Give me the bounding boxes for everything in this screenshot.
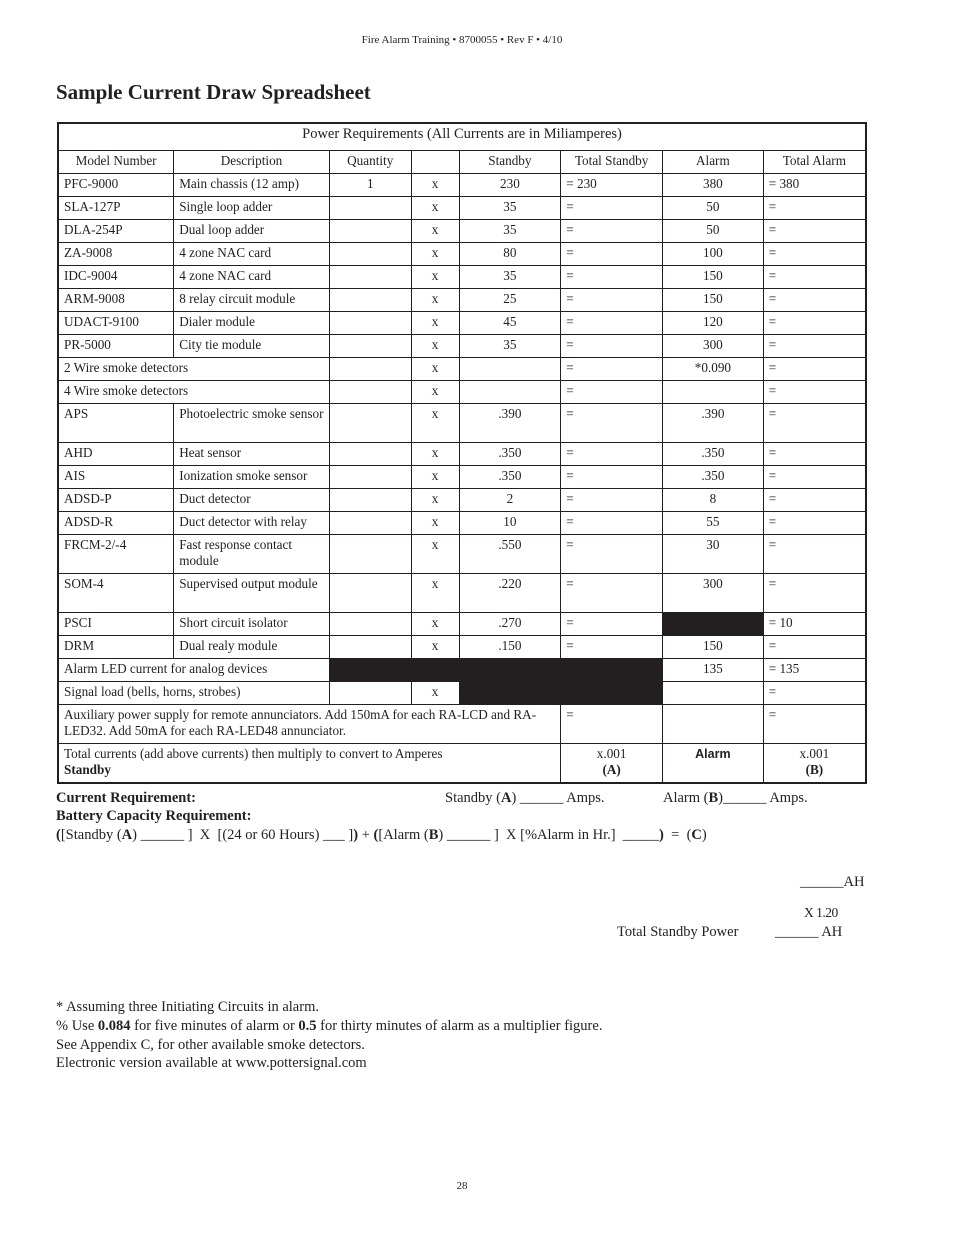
table-row bbox=[58, 466, 866, 489]
total-standby-power-label: Total Standby Power bbox=[617, 924, 739, 940]
total-alarm-cell[interactable]: = bbox=[763, 636, 866, 659]
model-cell: ARM-9008 bbox=[58, 289, 174, 312]
text: Standby ( bbox=[445, 790, 501, 806]
table-caption: Power Requirements (All Currents are in Miliamperes) bbox=[58, 123, 866, 151]
total-alarm-cell[interactable]: = 135 bbox=[763, 659, 866, 682]
running-header: Fire Alarm Training • 8700055 • Rev F • 4/10 bbox=[361, 34, 563, 46]
total-alarm-cell[interactable]: = bbox=[763, 312, 866, 335]
desc-cell: Duct detector with relay bbox=[174, 512, 330, 535]
total-alarm-cell[interactable]: = bbox=[763, 574, 866, 613]
total-alarm-cell[interactable]: = bbox=[763, 682, 866, 705]
standby-cell: 2 bbox=[459, 489, 561, 512]
standby-multiplier bbox=[561, 744, 663, 784]
battery-formula bbox=[56, 827, 707, 844]
col-header: Quantity bbox=[329, 151, 411, 174]
table-row bbox=[58, 682, 866, 705]
times-cell: x bbox=[411, 489, 459, 512]
header-row bbox=[58, 151, 866, 174]
times-cell: x bbox=[411, 574, 459, 613]
alarm-cell: 150 bbox=[663, 289, 764, 312]
times-cell: x bbox=[411, 289, 459, 312]
times-cell: x bbox=[411, 174, 459, 197]
f: ) ______ ] X [%Alarm in Hr.] _____ bbox=[438, 827, 660, 843]
desc-cell: Dual realy module bbox=[174, 636, 330, 659]
table-row bbox=[58, 197, 866, 220]
quantity-cell[interactable] bbox=[329, 197, 411, 220]
times-cell: x bbox=[411, 335, 459, 358]
totals-label bbox=[58, 744, 561, 784]
total-standby-cell[interactable]: = bbox=[561, 636, 663, 659]
label-cell: Auxiliary power supply for remote annunciators. Add 150mA for each RA-LCD and RA-LED32. Add 50mA for each RA-LED48 annunciator. bbox=[58, 705, 561, 744]
desc-cell: Fast response contact module bbox=[174, 535, 330, 574]
alarm-cell: 30 bbox=[663, 535, 764, 574]
quantity-cell[interactable] bbox=[329, 381, 411, 404]
standby-cell: 35 bbox=[459, 266, 561, 289]
alarm-amps bbox=[663, 790, 808, 807]
t: % Use bbox=[56, 1018, 98, 1034]
times-cell: x bbox=[411, 466, 459, 489]
times-cell: x bbox=[411, 358, 459, 381]
model-cell: SOM-4 bbox=[58, 574, 174, 613]
desc-cell: Ionization smoke sensor bbox=[174, 466, 330, 489]
model-cell: PR-5000 bbox=[58, 335, 174, 358]
total-alarm-cell[interactable]: = bbox=[763, 335, 866, 358]
desc-cell: Dual loop adder bbox=[174, 220, 330, 243]
standby-cell: .390 bbox=[459, 404, 561, 443]
standby-cell: 35 bbox=[459, 335, 561, 358]
standby-cell: .220 bbox=[459, 574, 561, 613]
times-cell: x bbox=[411, 266, 459, 289]
model-cell: DLA-254P bbox=[58, 220, 174, 243]
ah-blank[interactable]: ______AH bbox=[800, 874, 865, 890]
desc-cell: 8 relay circuit module bbox=[174, 289, 330, 312]
note-electronic-version: Electronic version available at www.pottersignal.com bbox=[56, 1055, 367, 1071]
times-cell: x bbox=[411, 443, 459, 466]
text: )______ Amps. bbox=[718, 790, 808, 806]
standby-cell: 25 bbox=[459, 289, 561, 312]
table-row bbox=[58, 512, 866, 535]
alarm-cell: 8 bbox=[663, 489, 764, 512]
alarm-cell[interactable] bbox=[663, 705, 764, 744]
alarm-cell: 150 bbox=[663, 636, 764, 659]
quantity-cell[interactable] bbox=[329, 466, 411, 489]
table-row bbox=[58, 381, 866, 404]
table-row bbox=[58, 358, 866, 381]
table-row bbox=[58, 659, 866, 682]
total-standby-cell[interactable]: = bbox=[561, 574, 663, 613]
times-cell: x bbox=[411, 381, 459, 404]
letter: A bbox=[500, 790, 512, 806]
model-cell: APS bbox=[58, 404, 174, 443]
total-alarm-cell[interactable]: = bbox=[763, 443, 866, 466]
col-header: Description bbox=[174, 151, 330, 174]
table-row bbox=[58, 705, 866, 744]
total-standby-cell[interactable]: = bbox=[561, 381, 663, 404]
model-cell: ZA-9008 bbox=[58, 243, 174, 266]
standby-cell: 35 bbox=[459, 197, 561, 220]
page-number: 28 bbox=[456, 1180, 468, 1192]
model-cell: PSCI bbox=[58, 613, 174, 636]
quantity-cell[interactable] bbox=[329, 335, 411, 358]
multiplier: X 1.20 bbox=[804, 905, 838, 920]
quantity-cell[interactable] bbox=[329, 404, 411, 443]
note-appendix: See Appendix C, for other available smoke detectors. bbox=[56, 1037, 365, 1053]
t: for thirty minutes of alarm as a multiplier figure. bbox=[316, 1018, 603, 1034]
total-standby-cell[interactable]: = bbox=[561, 289, 663, 312]
multiplier-text: x.001 bbox=[596, 746, 627, 761]
total-standby-cell[interactable]: = bbox=[561, 358, 663, 381]
text: ) ______ Amps. bbox=[511, 790, 605, 806]
model-cell: FRCM-2/-4 bbox=[58, 535, 174, 574]
total-alarm-cell[interactable]: = bbox=[763, 404, 866, 443]
alarm-multiplier bbox=[763, 744, 866, 784]
total-standby-cell[interactable]: = bbox=[561, 404, 663, 443]
alarm-cell: 135 bbox=[663, 659, 764, 682]
f: ( bbox=[56, 827, 61, 843]
total-alarm-cell[interactable]: = bbox=[763, 489, 866, 512]
quantity-cell[interactable] bbox=[329, 312, 411, 335]
alarm-cell: .350 bbox=[663, 466, 764, 489]
model-cell: ADSD-P bbox=[58, 489, 174, 512]
quantity-cell[interactable] bbox=[329, 574, 411, 613]
desc-cell: Short circuit isolator bbox=[174, 613, 330, 636]
model-cell: UDACT-9100 bbox=[58, 312, 174, 335]
quantity-cell[interactable] bbox=[329, 613, 411, 636]
quantity-cell[interactable] bbox=[329, 636, 411, 659]
text: Alarm ( bbox=[663, 790, 709, 806]
battery-capacity-label: Battery Capacity Requirement: bbox=[56, 808, 252, 824]
total-standby-cell[interactable]: = bbox=[561, 335, 663, 358]
multiplier-text: x.001 bbox=[799, 746, 830, 761]
alarm-cell: .390 bbox=[663, 404, 764, 443]
model-cell: AIS bbox=[58, 466, 174, 489]
table-row bbox=[58, 220, 866, 243]
f: ) bbox=[701, 827, 707, 843]
total-standby-cell[interactable]: = bbox=[561, 443, 663, 466]
alarm-cell: 100 bbox=[663, 243, 764, 266]
letter-b: (B) bbox=[805, 762, 824, 777]
quantity-cell[interactable] bbox=[329, 682, 411, 705]
total-standby-cell[interactable]: = bbox=[561, 535, 663, 574]
f: A bbox=[121, 827, 133, 843]
table-row bbox=[58, 613, 866, 636]
alarm-cell: 380 bbox=[663, 174, 764, 197]
alarm-cell bbox=[663, 381, 764, 404]
table-row bbox=[58, 489, 866, 512]
times-cell: x bbox=[411, 613, 459, 636]
col-header: Total Alarm bbox=[763, 151, 866, 174]
quantity-cell[interactable]: 1 bbox=[329, 174, 411, 197]
t: for five minutes of alarm or bbox=[130, 1018, 299, 1034]
total-standby-cell[interactable]: = bbox=[561, 220, 663, 243]
quantity-cell[interactable] bbox=[329, 289, 411, 312]
alarm-cell: 300 bbox=[663, 574, 764, 613]
standby-cell: .350 bbox=[459, 443, 561, 466]
total-alarm-cell[interactable]: = 10 bbox=[763, 613, 866, 636]
table-row bbox=[58, 312, 866, 335]
label-cell: 2 Wire smoke detectors bbox=[58, 358, 329, 381]
desc-cell: Dialer module bbox=[174, 312, 330, 335]
model-cell: SLA-127P bbox=[58, 197, 174, 220]
quantity-cell[interactable] bbox=[329, 489, 411, 512]
alarm-cell: 300 bbox=[663, 335, 764, 358]
note-multiplier bbox=[56, 1018, 602, 1035]
times-cell: x bbox=[411, 682, 459, 705]
standby-cell: .350 bbox=[459, 466, 561, 489]
total-standby-cell[interactable]: = bbox=[561, 466, 663, 489]
totals-text: Total currents (add above currents) then multiply to convert to Amperes bbox=[64, 746, 443, 761]
quantity-cell[interactable] bbox=[329, 220, 411, 243]
quantity-cell[interactable] bbox=[329, 243, 411, 266]
model-cell: DRM bbox=[58, 636, 174, 659]
page-title: Sample Current Draw Spreadsheet bbox=[56, 80, 371, 104]
blocked-cell bbox=[329, 659, 662, 682]
table-row bbox=[58, 404, 866, 443]
quantity-cell[interactable] bbox=[329, 358, 411, 381]
desc-cell: Duct detector bbox=[174, 489, 330, 512]
desc-cell: Single loop adder bbox=[174, 197, 330, 220]
desc-cell: Supervised output module bbox=[174, 574, 330, 613]
table-row bbox=[58, 266, 866, 289]
f: ) bbox=[659, 827, 664, 843]
letter: B bbox=[708, 790, 719, 806]
note-assumption: * Assuming three Initiating Circuits in alarm. bbox=[56, 999, 319, 1015]
col-header: Total Standby bbox=[561, 151, 663, 174]
label-cell: Alarm LED current for analog devices bbox=[58, 659, 329, 682]
total-alarm-cell[interactable]: = bbox=[763, 381, 866, 404]
desc-cell: 4 zone NAC card bbox=[174, 243, 330, 266]
total-alarm-cell[interactable]: = 380 bbox=[763, 174, 866, 197]
quantity-cell[interactable] bbox=[329, 266, 411, 289]
standby-cell[interactable] bbox=[459, 358, 561, 381]
total-standby-cell[interactable]: = bbox=[561, 197, 663, 220]
f: B bbox=[428, 827, 439, 843]
blocked-cell bbox=[459, 682, 663, 705]
total-alarm-cell[interactable]: = bbox=[763, 466, 866, 489]
times-cell: x bbox=[411, 220, 459, 243]
current-requirement-label: Current Requirement: bbox=[56, 790, 197, 806]
alarm-cell: 55 bbox=[663, 512, 764, 535]
alarm-cell: *0.090 bbox=[663, 358, 764, 381]
col-header: Model Number bbox=[58, 151, 174, 174]
col-header: Standby bbox=[459, 151, 561, 174]
desc-cell: Photoelectric smoke sensor bbox=[174, 404, 330, 443]
alarm-cell: 120 bbox=[663, 312, 764, 335]
table-row bbox=[58, 574, 866, 613]
total-standby-cell[interactable]: = 230 bbox=[561, 174, 663, 197]
total-standby-cell[interactable]: = bbox=[561, 489, 663, 512]
model-cell: PFC-9000 bbox=[58, 174, 174, 197]
label-cell: Signal load (bells, horns, strobes) bbox=[58, 682, 329, 705]
total-alarm-cell[interactable]: = bbox=[763, 197, 866, 220]
alarm-cell: 50 bbox=[663, 220, 764, 243]
total-standby-cell[interactable]: = bbox=[561, 243, 663, 266]
f: ( bbox=[373, 827, 379, 843]
table-row bbox=[58, 243, 866, 266]
standby-cell: 45 bbox=[459, 312, 561, 335]
alarm-cell: 150 bbox=[663, 266, 764, 289]
totals-standby-label: Standby bbox=[64, 762, 111, 777]
t: 0.5 bbox=[298, 1018, 317, 1034]
times-cell: x bbox=[411, 243, 459, 266]
alarm-cell[interactable] bbox=[663, 682, 764, 705]
standby-cell: 35 bbox=[459, 220, 561, 243]
f: [Standby ( bbox=[60, 827, 122, 843]
f: ) bbox=[353, 827, 359, 843]
total-alarm-cell[interactable]: = bbox=[763, 289, 866, 312]
total-standby-cell[interactable]: = bbox=[561, 705, 663, 744]
times-cell: x bbox=[411, 512, 459, 535]
letter-a: (A) bbox=[602, 762, 621, 777]
times-cell: x bbox=[411, 312, 459, 335]
standby-cell: .270 bbox=[459, 613, 561, 636]
times-cell: x bbox=[411, 197, 459, 220]
total-standby-cell[interactable]: = bbox=[561, 512, 663, 535]
total-alarm-cell[interactable]: = bbox=[763, 243, 866, 266]
standby-cell: 10 bbox=[459, 512, 561, 535]
total-standby-cell[interactable]: = bbox=[561, 613, 663, 636]
totals-row bbox=[58, 744, 866, 784]
f: [Alarm ( bbox=[378, 827, 429, 843]
model-cell: ADSD-R bbox=[58, 512, 174, 535]
model-cell: AHD bbox=[58, 443, 174, 466]
table-row bbox=[58, 636, 866, 659]
quantity-cell[interactable] bbox=[329, 512, 411, 535]
table-row bbox=[58, 443, 866, 466]
standby-cell[interactable] bbox=[459, 381, 561, 404]
times-cell: x bbox=[411, 535, 459, 574]
model-cell: IDC-9004 bbox=[58, 266, 174, 289]
standby-cell: .150 bbox=[459, 636, 561, 659]
f: C bbox=[691, 827, 702, 843]
table-row bbox=[58, 174, 866, 197]
desc-cell: 4 zone NAC card bbox=[174, 266, 330, 289]
col-header: Alarm bbox=[663, 151, 764, 174]
desc-cell: Heat sensor bbox=[174, 443, 330, 466]
quantity-cell[interactable] bbox=[329, 443, 411, 466]
alarm-cell: 50 bbox=[663, 197, 764, 220]
f: ) ______ ] X [(24 or 60 Hours) ___ ] bbox=[132, 827, 354, 843]
alarm-cell: .350 bbox=[663, 443, 764, 466]
total-alarm-cell[interactable]: = bbox=[763, 535, 866, 574]
total-alarm-cell[interactable]: = bbox=[763, 705, 866, 744]
total-alarm-cell[interactable]: = bbox=[763, 220, 866, 243]
f: = ( bbox=[663, 827, 692, 843]
table-row bbox=[58, 289, 866, 312]
standby-cell: 230 bbox=[459, 174, 561, 197]
table-row bbox=[58, 335, 866, 358]
standby-cell: .550 bbox=[459, 535, 561, 574]
times-cell: x bbox=[411, 636, 459, 659]
times-cell: x bbox=[411, 404, 459, 443]
quantity-cell[interactable] bbox=[329, 535, 411, 574]
current-draw-table bbox=[57, 122, 867, 784]
total-standby-cell[interactable]: = bbox=[561, 312, 663, 335]
col-header bbox=[411, 151, 459, 174]
label-cell: 4 Wire smoke detectors bbox=[58, 381, 329, 404]
table-row bbox=[58, 535, 866, 574]
standby-amps bbox=[445, 790, 605, 807]
blocked-cell bbox=[663, 613, 764, 636]
f: + bbox=[358, 827, 374, 843]
total-standby-cell[interactable]: = bbox=[561, 266, 663, 289]
total-standby-power-value[interactable]: ______ AH bbox=[775, 924, 843, 940]
desc-cell: City tie module bbox=[174, 335, 330, 358]
standby-cell: 80 bbox=[459, 243, 561, 266]
desc-cell: Main chassis (12 amp) bbox=[174, 174, 330, 197]
alarm-label: Alarm bbox=[663, 744, 764, 784]
total-alarm-cell[interactable]: = bbox=[763, 358, 866, 381]
total-alarm-cell[interactable]: = bbox=[763, 512, 866, 535]
total-alarm-cell[interactable]: = bbox=[763, 266, 866, 289]
t: 0.084 bbox=[97, 1018, 131, 1034]
